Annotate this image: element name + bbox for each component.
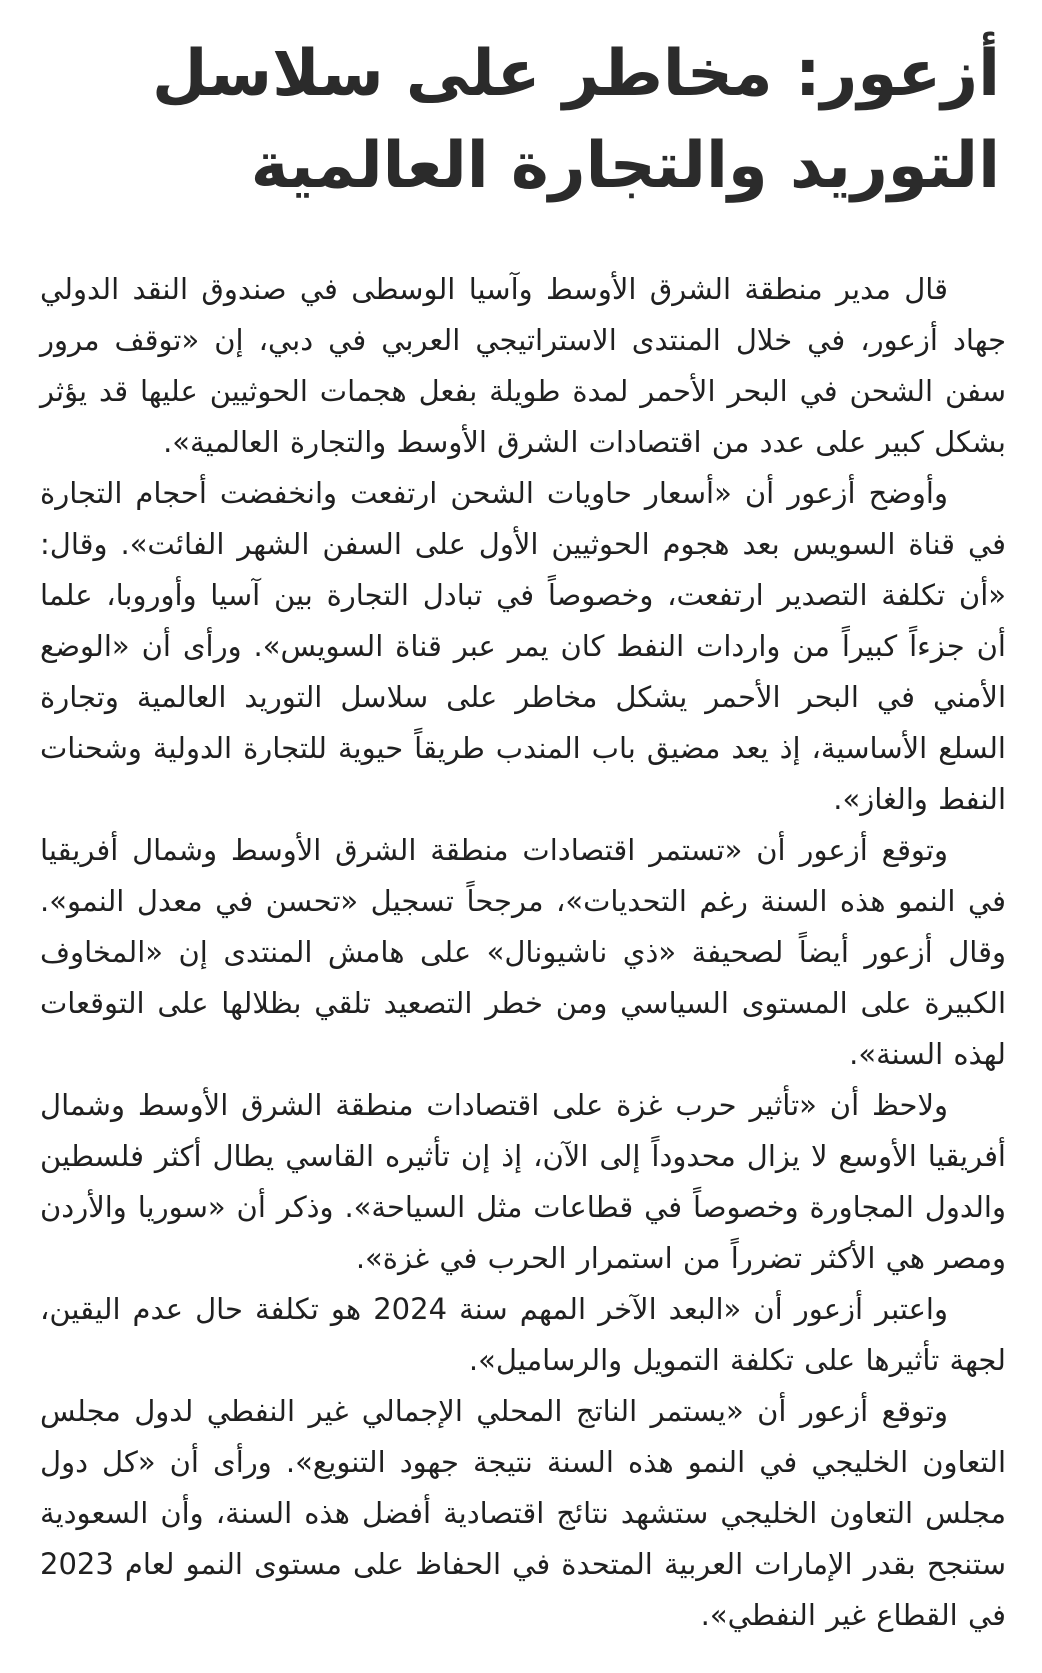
paragraph-2: وأوضح أزعور أن «أسعار حاويات الشحن ارتفعت وانخفضت أحجام التجارة في قناة السويس بعد هجوم الحوثيين الأول على السفن الشهر الفائت». وقال: «أن تكلفة التصدير ارتفعت، وخصوصاً في تبادل التجارة بين آسيا وأوروبا، علما أن جزءاً كبيراً من واردات النفط كان يمر عبر قناة السويس». ورأى أن «الوضع الأمني في البحر الأحمر يشكل مخاطر على سلاسل التوريد العالمية وتجارة السلع الأساسية، إذ يعد مضيق باب المندب طريقاً حيوية للتجارة الدولية وشحنات النفط والغاز». [40, 476, 1006, 816]
paragraph-5: واعتبر أزعور أن «البعد الآخر المهم سنة 2024 هو تكلفة حال عدم اليقين، لجهة تأثيرها على تكلفة التمويل والرساميل». [40, 1292, 1006, 1377]
headline-line-1: أزعور: مخاطر على سلاسل [152, 37, 1000, 111]
article-headline [40, 28, 1006, 212]
paragraph-6: وتوقع أزعور أن «يستمر الناتج المحلي الإجمالي غير النفطي لدول مجلس التعاون الخليجي في النمو هذه السنة نتيجة جهود التنويع». ورأى أن «كل دول مجلس التعاون الخليجي ستشهد نتائج اقتصادية أفضل هذه السنة، وأن السعودية ستنجح بقدر الإمارات العربية المتحدة في الحفاظ على مستوى النمو لعام 2023 في القطاع غير النفطي». [40, 1394, 1006, 1632]
paragraph-4: ولاحظ أن «تأثير حرب غزة على اقتصادات منطقة الشرق الأوسط وشمال أفريقيا الأوسع لا يزال محدوداً إلى الآن، إذ إن تأثيره القاسي يطال أكثر فلسطين والدول المجاورة وخصوصاً في قطاعات مثل السياحة». وذكر أن «سوريا والأردن ومصر هي الأكثر تضرراً من استمرار الحرب في غزة». [40, 1088, 1006, 1275]
article-body [40, 264, 1006, 1641]
news-article [40, 28, 1006, 1653]
headline-line-2: التوريد والتجارة العالمية [250, 129, 1000, 203]
paragraph-1: قال مدير منطقة الشرق الأوسط وآسيا الوسطى في صندوق النقد الدولي جهاد أزعور، في خلال المنتدى الاستراتيجي العربي في دبي، إن «توقف مرور سفن الشحن في البحر الأحمر لمدة طويلة بفعل هجمات الحوثيين عليها قد يؤثر بشكل كبير على عدد من اقتصادات الشرق الأوسط والتجارة العالمية». [40, 272, 1006, 459]
paragraph-3: وتوقع أزعور أن «تستمر اقتصادات منطقة الشرق الأوسط وشمال أفريقيا في النمو هذه السنة رغم التحديات»، مرجحاً تسجيل «تحسن في معدل النمو». وقال أزعور أيضاً لصحيفة «ذي ناشيونال» على هامش المنتدى إن «المخاوف الكبيرة على المستوى السياسي ومن خطر التصعيد تلقي بظلالها على التوقعات لهذه السنة». [40, 833, 1006, 1071]
